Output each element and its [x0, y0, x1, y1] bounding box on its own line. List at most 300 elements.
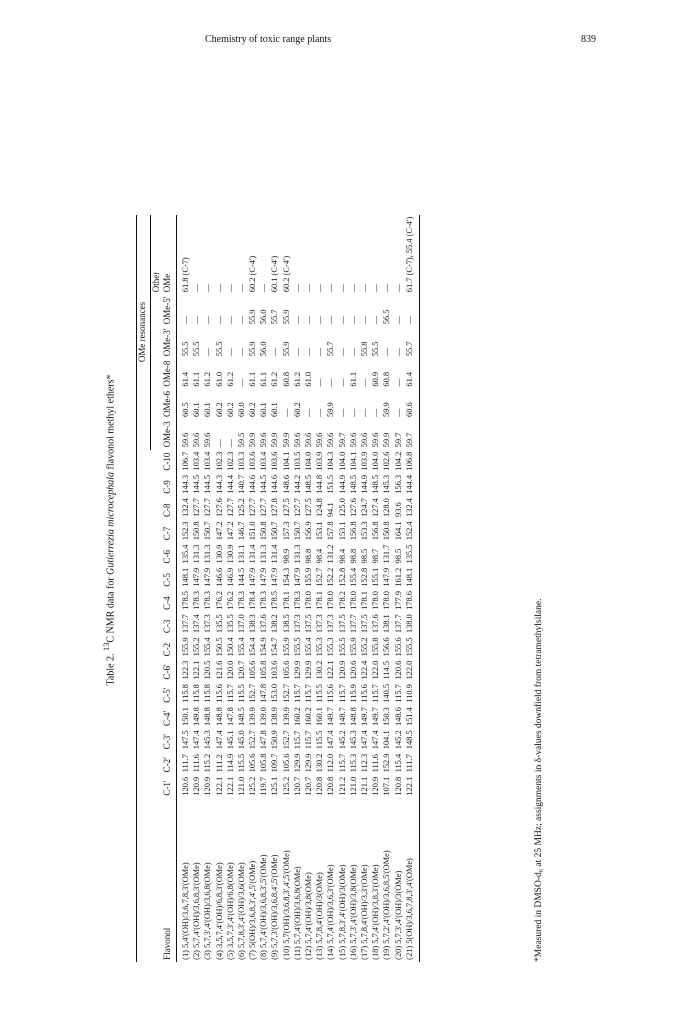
- table-row: [225, 215, 236, 962]
- table-row: [176, 215, 192, 962]
- shift-value-cell: 121.6: [214, 660, 224, 680]
- shift-value-cell: 120.9: [203, 776, 213, 796]
- shift-value-cell: 131.3: [259, 544, 269, 564]
- shift-value-cell: 144.9: [359, 474, 369, 494]
- shift-value-cell: 137.4: [192, 614, 202, 634]
- shift-value-cell: 160.1: [315, 707, 325, 726]
- shift-value-cell: 120.9: [337, 660, 347, 680]
- shift-value-cell: 146.6: [214, 567, 224, 587]
- shift-value-cell: 55.7: [404, 326, 419, 358]
- shift-value-cell: 144.5: [259, 474, 269, 494]
- shift-value-cell: 55.9: [281, 309, 291, 325]
- shift-value-cell: 150.8: [192, 521, 202, 541]
- flavonol-name-cell: (9) 5,7,3'(OH)/3,6,8,4',5'(OMe): [270, 854, 280, 960]
- shift-value-cell: 55.9: [248, 309, 258, 325]
- shift-value-cell: 61.2: [203, 371, 213, 387]
- shift-value-cell: 178.4: [248, 591, 258, 610]
- shift-value-cell: 155.5: [292, 637, 302, 657]
- header-spacer: [137, 450, 151, 473]
- shift-value-cell: —: [393, 408, 403, 417]
- shift-value-cell: 103.5: [292, 451, 302, 471]
- caption-prefix: Table 2.: [105, 650, 117, 686]
- shift-value-cell: 105.6: [248, 753, 258, 773]
- shift-value-cell: 155.9: [348, 637, 358, 657]
- shift-value-cell: 147.9: [382, 567, 392, 587]
- shift-value-cell: 121.1: [359, 776, 369, 796]
- shift-value-cell: 156.8: [371, 521, 381, 541]
- shift-value-cell: 61.1: [248, 371, 258, 387]
- shift-value-cell: 103.9: [359, 451, 369, 471]
- shift-value-cell: 120.6: [348, 660, 358, 680]
- shift-value-cell: 59.9: [281, 432, 291, 448]
- shift-value-cell: 59.6: [371, 432, 381, 448]
- shift-value-cell: 59.9: [270, 432, 280, 448]
- shift-value-cell: 111.2: [214, 754, 224, 773]
- shift-value-cell: 60.2 (C-4'): [248, 255, 258, 293]
- shift-value-cell: 153.3: [359, 521, 369, 541]
- shift-value-cell: 60.8: [281, 371, 291, 387]
- shift-value-cell: 147.4: [192, 730, 202, 750]
- shift-value-cell: 157.8: [326, 521, 336, 541]
- shift-value-cell: —: [326, 283, 336, 293]
- shift-value-cell: —: [382, 347, 392, 357]
- shift-value-cell: 155.4: [203, 637, 213, 657]
- shift-value-cell: 156.6: [382, 637, 392, 657]
- shift-value-cell: 120.9: [192, 776, 202, 796]
- shift-value-cell: 147.5: [180, 730, 190, 750]
- shift-value-cell: 60.1: [259, 402, 269, 417]
- shift-value-cell: 122.1: [192, 660, 202, 680]
- header-spacer: [151, 294, 163, 326]
- shift-value-cell: 60.2: [292, 402, 302, 417]
- flavonol-name-cell: (8) 5,7,4'(OH)/3,6,8,3',5'(OMe): [259, 854, 269, 960]
- shift-value-cell: 105.6: [281, 753, 291, 773]
- shift-value-cell: 127.7: [248, 498, 258, 517]
- header-spacer: [151, 728, 163, 751]
- shift-value-cell: 59.9: [382, 432, 392, 448]
- shift-value-cell: 59.6: [315, 432, 325, 448]
- shift-value-cell: 155.3: [315, 637, 325, 657]
- shift-value-cell: —: [393, 347, 403, 357]
- shift-value-cell: 127.5: [281, 498, 291, 517]
- header-spacer: [137, 473, 151, 496]
- shift-value-cell: 144.3: [214, 474, 224, 494]
- shift-value-cell: 152.7: [248, 730, 258, 750]
- shift-value-cell: 120.0: [225, 660, 235, 680]
- shift-value-cell: 178.3: [236, 591, 246, 610]
- shift-value-cell: 137.7: [180, 614, 190, 634]
- shift-value-cell: —: [236, 347, 246, 357]
- shift-value-cell: 164.1: [393, 521, 403, 541]
- column-header: OMe: [162, 215, 176, 295]
- shift-value-cell: 60.8: [382, 371, 392, 387]
- shift-value-cell: 147.8: [259, 730, 269, 750]
- header-spacer: [151, 496, 163, 519]
- shift-value-cell: —: [326, 378, 336, 387]
- shift-value-cell: 105.8: [259, 753, 269, 773]
- shift-value-cell: 104.1: [382, 730, 392, 750]
- shift-value-cell: —: [393, 378, 403, 387]
- shift-value-cell: 147.9: [259, 567, 269, 587]
- shift-value-cell: 155.4: [236, 637, 246, 657]
- shift-value-cell: 148.5: [371, 474, 381, 494]
- shift-value-cell: 148.8: [203, 707, 213, 726]
- shift-value-cell: 137.3: [203, 614, 213, 634]
- shift-value-cell: 102.6: [382, 451, 392, 471]
- shift-value-cell: 120.5: [203, 660, 213, 680]
- shift-value-cell: 178.1: [315, 591, 325, 610]
- shift-value-cell: —: [359, 315, 369, 325]
- shift-value-cell: 109.7: [270, 753, 280, 773]
- shift-value-cell: 60.2: [248, 402, 258, 417]
- shift-value-cell: 105.6: [281, 660, 291, 680]
- shift-value-cell: 125.1: [270, 776, 280, 796]
- shift-value-cell: 61.8 (C-7): [180, 257, 190, 293]
- shift-value-cell: 59.7: [337, 432, 347, 448]
- shift-value-cell: —: [304, 315, 314, 325]
- shift-value-cell: 178.3: [292, 591, 302, 610]
- header-spacer: [137, 751, 151, 774]
- header-spacer: [151, 612, 163, 635]
- shift-value-cell: 150.8: [259, 521, 269, 541]
- shift-value-cell: 110.9: [404, 682, 419, 705]
- shift-value-cell: 137.6: [259, 614, 269, 634]
- shift-value-cell: —: [315, 378, 325, 387]
- shift-value-cell: 147.2: [225, 521, 235, 541]
- shift-value-cell: 153.0: [270, 683, 280, 703]
- shift-value-cell: 61.0: [304, 371, 314, 387]
- shift-value-cell: 132.4: [404, 496, 419, 519]
- shift-value-cell: 103.6: [270, 660, 280, 680]
- shift-value-cell: 55.9: [248, 341, 258, 357]
- shift-value-cell: —: [292, 315, 302, 325]
- table-row: [292, 215, 303, 962]
- shift-value-cell: 144.5: [236, 567, 246, 587]
- shift-value-cell: 178.6: [404, 589, 419, 612]
- shift-value-cell: —: [292, 347, 302, 357]
- flavonol-name-cell: (15) 5,7,8,3',4'(OH)/3(OMe): [337, 864, 347, 960]
- shift-value-cell: 111.6: [371, 754, 381, 773]
- shift-value-cell: 148.7: [337, 707, 347, 726]
- shift-value-cell: —: [203, 283, 213, 293]
- shift-value-cell: 139.0: [259, 707, 269, 726]
- header-spacer: [151, 589, 163, 612]
- shift-value-cell: —: [315, 315, 325, 325]
- shift-value-cell: 61.2: [270, 371, 280, 387]
- shift-value-cell: 127.6: [214, 498, 224, 517]
- table-row: [203, 215, 214, 962]
- shift-value-cell: 115.6: [359, 684, 369, 703]
- shift-value-cell: 148.1: [180, 567, 190, 587]
- shift-value-cell: 152.7: [281, 730, 291, 750]
- shift-value-cell: 55.7: [270, 309, 280, 325]
- column-header: C-6: [162, 542, 176, 565]
- column-header: C-8: [162, 496, 176, 519]
- shift-value-cell: 138.3: [248, 614, 258, 634]
- shift-value-cell: 160.2: [304, 707, 314, 726]
- column-header: C-5: [162, 566, 176, 589]
- shift-value-cell: 120.7: [292, 776, 302, 796]
- shift-value-cell: —: [371, 408, 381, 417]
- shift-value-cell: 98.5: [393, 548, 403, 564]
- shift-value-cell: 61.0: [214, 371, 224, 387]
- shift-value-cell: 121.0: [236, 776, 246, 796]
- shift-value-cell: 144.8: [315, 474, 325, 494]
- shift-value-cell: —: [337, 315, 347, 325]
- page-number: 839: [581, 34, 596, 45]
- shift-value-cell: 98.8: [348, 548, 358, 564]
- table-row: [248, 215, 259, 962]
- table-row: [315, 215, 326, 962]
- shift-value-cell: 125.2: [248, 776, 258, 796]
- shift-value-cell: 98.4: [337, 548, 347, 564]
- header-spacer: [151, 358, 163, 388]
- shift-value-cell: 147.2: [214, 521, 224, 541]
- shift-value-cell: 152.4: [404, 519, 419, 542]
- shift-value-cell: 129.9: [304, 753, 314, 773]
- shift-value-cell: 115.2: [203, 753, 213, 773]
- shift-value-cell: 137.7: [393, 614, 403, 634]
- shift-value-cell: 149.7: [326, 707, 336, 726]
- shift-value-cell: 155.3: [326, 637, 336, 657]
- shift-value-cell: 103.6: [248, 451, 258, 471]
- shift-value-cell: 150.7: [203, 521, 213, 541]
- shift-value-cell: 59.5: [236, 432, 246, 448]
- shift-value-cell: 115.7: [337, 684, 347, 703]
- shift-value-cell: 131.4: [270, 544, 280, 564]
- shift-value-cell: 156.3: [393, 474, 403, 494]
- shift-value-cell: 137.5: [359, 614, 369, 634]
- shift-value-cell: 115.7: [292, 684, 302, 703]
- shift-value-cell: 138.5: [281, 614, 291, 634]
- shift-value-cell: 114.9: [225, 753, 235, 773]
- header-spacer: [151, 542, 163, 565]
- column-header: OMe-3: [162, 419, 176, 449]
- header-spacer: [137, 635, 151, 658]
- caption-sup: 13: [102, 642, 111, 651]
- header-spacer: [137, 496, 151, 519]
- shift-value-cell: 120.8: [326, 776, 336, 796]
- shift-value-cell: 104.1: [348, 451, 358, 471]
- shift-value-cell: 105.6: [248, 660, 258, 680]
- table-row: [270, 215, 281, 962]
- shift-value-cell: 115.5: [236, 684, 246, 703]
- shift-value-cell: 104.3: [326, 451, 336, 471]
- flavonol-name-cell: (13) 5,7,8,4'(OH)/3(OMe): [315, 872, 325, 960]
- shift-value-cell: 60.2 (C-4'): [281, 255, 291, 293]
- header-spacer: [151, 798, 163, 962]
- shift-value-cell: 154.3: [281, 567, 291, 587]
- shift-value-cell: 137.5: [337, 614, 347, 634]
- shift-value-cell: 157.3: [281, 521, 291, 541]
- shift-value-cell: 61.2: [225, 371, 235, 387]
- shift-value-cell: 147.8: [225, 707, 235, 726]
- shift-value-cell: 137.0: [236, 614, 246, 634]
- shift-value-cell: 155.1: [371, 567, 381, 587]
- shift-value-cell: 104.0: [304, 451, 314, 471]
- header-spacer: [137, 682, 151, 705]
- flavonol-name-cell: (4) 3,5,7,4'(OH)/6,8,3'(OMe): [214, 862, 224, 960]
- shift-value-cell: 60.6: [404, 389, 419, 419]
- shift-value-cell: —: [359, 283, 369, 293]
- flavonol-name-cell: (21) 5(OH)/3,6,7,8,3',4'(OMe): [404, 798, 419, 962]
- shift-value-cell: 125.0: [337, 498, 347, 517]
- shift-value-cell: 155.5: [337, 637, 347, 657]
- shift-value-cell: 130.2: [315, 660, 325, 680]
- column-header: C-4: [162, 589, 176, 612]
- shift-value-cell: 55.5: [214, 341, 224, 357]
- shift-value-cell: —: [292, 283, 302, 293]
- shift-value-cell: 152.8: [337, 567, 347, 587]
- shift-value-cell: 144.3: [180, 474, 190, 494]
- shift-value-cell: 144.6: [270, 474, 280, 494]
- shift-value-cell: 122.1: [326, 660, 336, 680]
- shift-value-cell: 152.3: [180, 521, 190, 541]
- shift-value-cell: 139.9: [281, 707, 291, 726]
- shift-value-cell: 59.9: [382, 402, 392, 417]
- shift-value-cell: 178.0: [371, 591, 381, 610]
- shift-value-cell: 127.7: [225, 498, 235, 517]
- shift-value-cell: 61.1: [348, 371, 358, 387]
- shift-value-cell: 115.8: [203, 684, 213, 703]
- shift-value-cell: 138.9: [270, 707, 280, 726]
- group-header-ome: OMe resonances: [137, 215, 151, 450]
- shift-value-cell: 111.6: [192, 754, 202, 773]
- shift-value-cell: —: [337, 378, 347, 387]
- shift-value-cell: 137.3: [326, 614, 336, 634]
- shift-value-cell: 156.8: [348, 521, 358, 541]
- shift-value-cell: —: [192, 283, 202, 293]
- shift-value-cell: 106.8: [404, 450, 419, 473]
- shift-value-cell: 147.4: [371, 730, 381, 750]
- column-header: Flavonol: [162, 798, 176, 962]
- header-spacer: [151, 775, 163, 798]
- shift-value-cell: 149.7: [371, 707, 381, 726]
- shift-value-cell: 155.5: [404, 635, 419, 658]
- shift-value-cell: 98.9: [281, 548, 291, 564]
- table-row: [393, 215, 404, 962]
- shift-value-cell: 56.0: [259, 309, 269, 325]
- shift-value-cell: 147.9: [292, 567, 302, 587]
- shift-value-cell: —: [315, 408, 325, 417]
- shift-value-cell: 55.5: [192, 341, 202, 357]
- shift-value-cell: 60.0: [236, 402, 246, 417]
- shift-value-cell: 148.5: [348, 474, 358, 494]
- table-row: [348, 215, 359, 962]
- shift-value-cell: 138.2: [270, 614, 280, 634]
- shift-value-cell: 129.9: [304, 660, 314, 680]
- header-spacer: [151, 326, 163, 358]
- header-spacer: [151, 389, 163, 419]
- caption-species: Gutierrezia microcephala: [105, 471, 117, 575]
- shift-value-cell: 102.3: [214, 451, 224, 471]
- shift-value-cell: 147.9: [270, 567, 280, 587]
- header-spacer: [151, 705, 163, 728]
- shift-value-cell: 144.4: [225, 474, 235, 494]
- shift-value-cell: 104.0: [337, 451, 347, 471]
- table-footnote: *Measured in DMSO-d₆ at 25 MHz; assignments in δ-values downfield from tetramethylsilane.: [534, 598, 544, 962]
- shift-value-cell: —: [326, 315, 336, 325]
- shift-value-cell: 131.3: [203, 544, 213, 564]
- shift-value-cell: 176.2: [225, 591, 235, 610]
- shift-value-cell: 60.1: [270, 402, 280, 417]
- shift-value-cell: —: [236, 315, 246, 325]
- shift-value-cell: 61.1: [192, 371, 202, 387]
- shift-value-cell: 103.4: [259, 451, 269, 471]
- shift-value-cell: 94.1: [326, 502, 336, 517]
- header-spacer: [151, 419, 163, 449]
- shift-value-cell: 145.3: [348, 730, 358, 750]
- shift-value-cell: 120.7: [236, 660, 246, 680]
- table-row: [237, 215, 248, 962]
- shift-value-cell: —: [348, 315, 358, 325]
- shift-value-cell: 154.4: [248, 637, 258, 657]
- shift-value-cell: 115.8: [192, 684, 202, 703]
- shift-value-cell: 131.3: [192, 544, 202, 564]
- shift-value-cell: 130.9: [214, 544, 224, 564]
- shift-value-cell: —: [214, 315, 224, 325]
- shift-value-cell: 115.7: [371, 684, 381, 703]
- shift-value-cell: 137.3: [315, 614, 325, 634]
- header-spacer: [151, 751, 163, 774]
- shift-value-cell: 177.9: [393, 591, 403, 610]
- shift-value-cell: 178.2: [337, 591, 347, 610]
- shift-value-cell: 152.7: [281, 683, 291, 703]
- shift-value-cell: 147.9: [248, 567, 258, 587]
- shift-value-cell: 144.6: [248, 474, 258, 494]
- shift-value-cell: 129.9: [292, 753, 302, 773]
- shift-value-cell: 146.9: [225, 567, 235, 587]
- header-spacer: [137, 566, 151, 589]
- shift-value-cell: 155.9: [180, 637, 190, 657]
- table-row: [382, 215, 393, 962]
- shift-value-cell: —: [214, 283, 224, 293]
- shift-value-cell: 120.6: [393, 660, 403, 680]
- shift-value-cell: —: [337, 283, 347, 293]
- shift-value-cell: 137.5: [304, 614, 314, 634]
- shift-value-cell: —: [225, 347, 235, 357]
- shift-value-cell: 55.5: [371, 341, 381, 357]
- shift-value-cell: 105.8: [259, 660, 269, 680]
- flavonol-name-cell: (17) 5,7,8,4'(OH)/3,3'(OMe): [359, 864, 369, 960]
- shift-value-cell: 59.9: [248, 432, 258, 448]
- caption-mid: C NMR data for: [105, 574, 117, 643]
- shift-value-cell: 127.8: [270, 498, 280, 517]
- column-header: OMe-3': [162, 326, 176, 358]
- column-header: C-3': [162, 728, 176, 751]
- shift-value-cell: 131.7: [382, 544, 392, 564]
- shift-value-cell: 120.8: [393, 776, 403, 796]
- shift-value-cell: 121.2: [337, 776, 347, 796]
- shift-value-cell: 120.6: [180, 776, 190, 796]
- shift-value-cell: 150.8: [382, 521, 392, 541]
- shift-value-cell: —: [348, 283, 358, 293]
- shift-value-cell: 122.1: [225, 776, 235, 796]
- shift-value-cell: 122.0: [404, 659, 419, 682]
- shift-value-cell: 59.7: [393, 432, 403, 448]
- shift-value-cell: —: [348, 347, 358, 357]
- shift-value-cell: 155.4: [348, 567, 358, 587]
- shift-value-cell: 145.3: [203, 730, 213, 750]
- shift-value-cell: 115.7: [337, 753, 347, 773]
- shift-value-cell: 135.5: [404, 542, 419, 565]
- flavonol-name-cell: (7) 5(OH)/3,6,8,3',4',5'(OMe): [248, 860, 258, 960]
- shift-value-cell: 178.3: [203, 591, 213, 610]
- shift-value-cell: —: [304, 283, 314, 293]
- shift-value-cell: 155.9: [281, 637, 291, 657]
- header-spacer: [137, 705, 151, 728]
- shift-value-cell: 107.1: [382, 776, 392, 796]
